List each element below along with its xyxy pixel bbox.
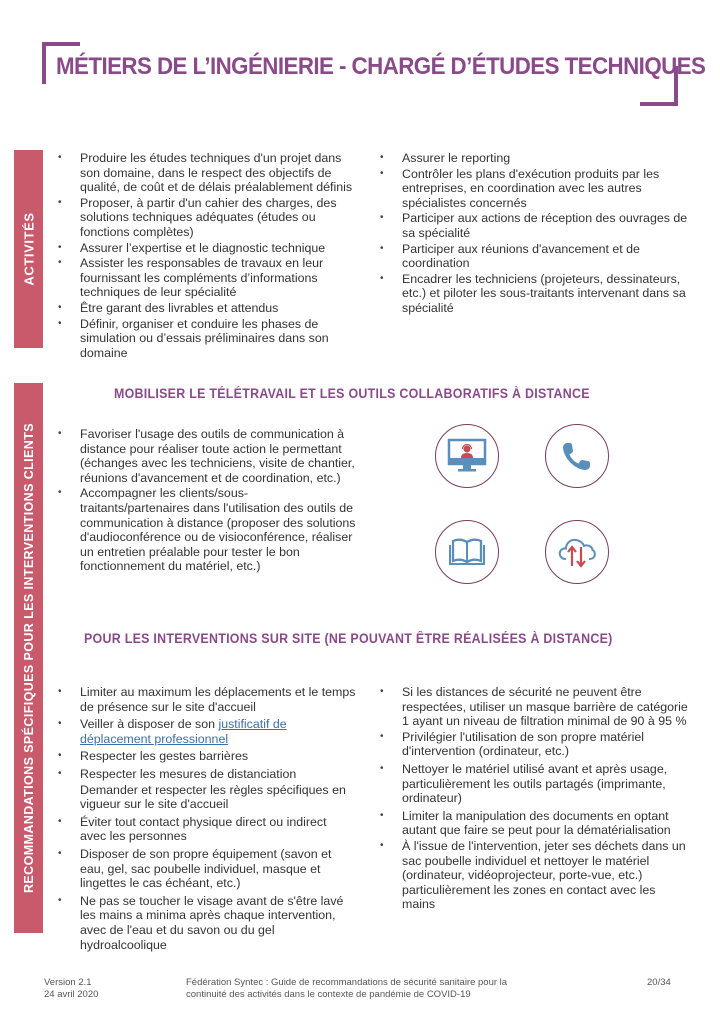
- list-item: [56, 717, 356, 746]
- list-item: • Être garant des livrables et attendus: [56, 301, 356, 316]
- sidebar-recommandations: [14, 383, 43, 933]
- list-item: • Produire les études techniques d'un projet dans son domaine, dans le respect des objectifs de qualité, de coût et de délais préalablement définis: [56, 151, 356, 195]
- list-item: • Assister les responsables de travaux en leur fournissant les compléments d’informations techniques de leur spécialité: [56, 256, 356, 300]
- list-item: • Encadrer les techniciens (projeteurs, dessinateurs, etc.) et piloter les sous-traitants intervenant dans sa spécialité: [378, 272, 690, 316]
- version-label: Version 2.1: [44, 977, 92, 988]
- site-list-left: [56, 685, 356, 953]
- list-item: • Assurer l’expertise et le diagnostic technique: [56, 241, 356, 256]
- page-number: 20/34: [647, 977, 671, 988]
- list-item: • Proposer, à partir d'un cahier des charges, des solutions techniques adéquates (études ou fonctions complètes): [56, 196, 356, 240]
- list-item: • Respecter les gestes barrières: [56, 749, 356, 764]
- activites-list-right: [378, 151, 690, 317]
- sidebar-activites: [14, 150, 43, 348]
- list-item-text: Veiller à disposer de son: [80, 717, 219, 732]
- document-title-line-2: continuité des activités dans le contexte de pandémie de COVID-19: [186, 989, 471, 1000]
- phone-icon: [545, 424, 609, 488]
- list-item: • Ne pas se toucher le visage avant de s'être lavé les mains a minima après chaque intervention, avec de l'eau et du savon ou du gel hydroalcoolique: [56, 894, 356, 952]
- list-item: • Limiter au maximum les déplacements et le temps de présence sur le site d'accueil: [56, 685, 356, 714]
- activites-list-left: [56, 151, 356, 361]
- list-item: • Éviter tout contact physique direct ou indirect avec les personnes: [56, 815, 356, 844]
- book-icon: [435, 520, 499, 584]
- list-item: • Favoriser l'usage des outils de communication à distance pour réaliser toute action le permettant (échanges avec les techniciens, visite de chantier, réunions d'avancement et de coordination, etc.): [56, 427, 356, 485]
- page-title: MÉTIERS DE L’INGÉNIERIE - CHARGÉ D’ÉTUDES TECHNIQUES: [56, 53, 706, 80]
- list-item: • Limiter la manipulation des documents en optant autant que faire se peut pour la dématérialisation: [378, 809, 690, 838]
- list-item: • Accompagner les clients/sous-traitants/partenaires dans l'utilisation des outils de communication à distance (proposer des solutions d'audioconférence ou de visioconférence, réaliser un entretien préalable pour tester le bon fonctionnement du matériel, etc.): [56, 486, 356, 574]
- footer-document-title: [186, 977, 556, 1001]
- list-item: • Participer aux réunions d'avancement et de coordination: [378, 242, 690, 271]
- teletravail-list: [56, 427, 356, 575]
- list-item: • Définir, organiser et conduire les phases de simulation ou d’essais préliminaires dans son domaine: [56, 317, 356, 361]
- list-item: • Privilégier l'utilisation de son propre matériel d'intervention (ordinateur, etc.): [378, 730, 690, 759]
- list-item: • Assurer le reporting: [378, 151, 690, 166]
- list-item: • À l'issue de l'intervention, jeter ses déchets dans un sac poubelle individuel et nettoyer le matériel (ordinateur, vidéoprojecteur, porte-vue, etc.) particulièrement les zones en contact avec les mains: [378, 839, 690, 912]
- justificatif-deplacement-link[interactable]: justificatif de déplacement professionnel: [80, 717, 287, 746]
- list-item: • Si les distances de sécurité ne peuvent être respectées, utiliser un masque barrière de catégorie 1 ayant un niveau de filtration minimal de 90 à 95 %: [378, 685, 690, 729]
- title-bracket-bottom-right: [640, 66, 678, 106]
- section-heading-site: POUR LES INTERVENTIONS SUR SITE (NE POUVANT ÊTRE RÉALISÉES À DISTANCE): [84, 631, 613, 646]
- sidebar-label-recommandations: RECOMMANDATIONS SPÉCIFIQUES POUR LES INTERVENTIONS CLIENTS: [21, 423, 36, 893]
- list-item: • Nettoyer le matériel utilisé avant et après usage, particulièrement les outils partagés (imprimante, ordinateur): [378, 762, 690, 806]
- footer-version: [44, 977, 98, 1001]
- site-list-right: [378, 685, 690, 913]
- document-title-line-1: Fédération Syntec : Guide de recommandations de sécurité sanitaire pour la: [186, 977, 508, 988]
- list-item: • Contrôler les plans d'exécution produits par les entreprises, en coordination avec les autres spécialistes concernés: [378, 167, 690, 211]
- list-item: • Disposer de son propre équipement (savon et eau, gel, sac poubelle individuel, masque et lingettes le cas échéant, etc.): [56, 847, 356, 891]
- title-frame: [42, 42, 706, 106]
- sidebar-label-activites: ACTIVITÉS: [21, 212, 36, 286]
- list-item-continued: Demander et respecter les règles spécifiques en vigueur sur le site d'accueil: [80, 782, 346, 812]
- section-heading-teletravail: MOBILISER LE TÉLÉTRAVAIL ET LES OUTILS COLLABORATIFS À DISTANCE: [114, 386, 590, 401]
- list-item: • Participer aux actions de réception des ouvrages de sa spécialité: [378, 211, 690, 240]
- cloud-transfer-icon: [545, 520, 609, 584]
- video-conference-icon: [435, 424, 499, 488]
- list-item: • Respecter les mesures de distanciation: [56, 767, 356, 782]
- version-date: 24 avril 2020: [44, 989, 99, 1000]
